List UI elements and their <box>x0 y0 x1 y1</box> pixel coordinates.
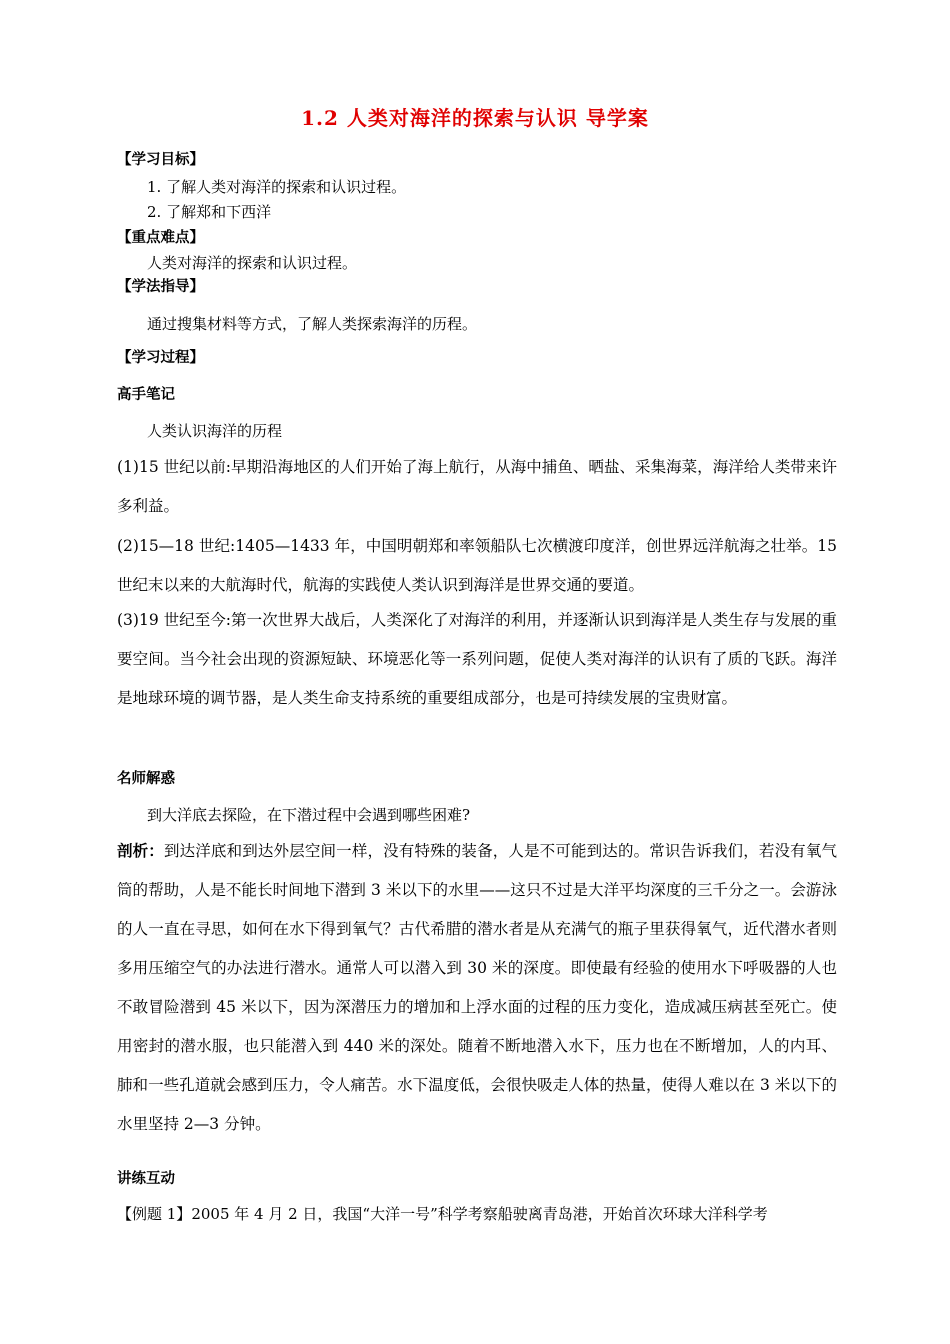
example-text: 2005 年 4 月 2 日，我国“大洋一号”科学考察船驶离青岛港，开始首次环球大洋科学考 <box>191 1205 768 1223</box>
example-label: 【例题 1】 <box>117 1205 192 1223</box>
notes-subtitle: 人类认识海洋的历程 <box>147 422 283 440</box>
difficulty-text: 人类对海洋的探索和认识过程。 <box>147 254 358 272</box>
page-title: 1.2 人类对海洋的探索与认识 导学案 <box>301 106 649 130</box>
notes-paragraph-2: (2)15—18 世纪:1405—1433 年，中国明朝郑和率领船队七次横渡印度洋，创世界远洋航海之壮举。15 世纪末以来的大航海时代，航海的实践使人类认识到海洋是世界交通的要道。 <box>117 537 837 594</box>
difficulty-heading: 【重点难点】 <box>117 230 204 246</box>
example-1 <box>117 1204 768 1224</box>
process-heading: 【学习过程】 <box>117 350 204 366</box>
notes-heading: 高手笔记 <box>117 387 175 403</box>
notes-paragraph-3: (3)19 世纪至今:第一次世界大战后，人类深化了对海洋的利用，并逐渐认识到海洋是人类生存与发展的重要空间。当今社会出现的资源短缺、环境恶化等一系列问题，促使人类对海洋的认识有了质的飞跃。海洋是地球环境的调节器，是人类生命支持系统的重要组成部分，也是可持续发展的宝贵财富。 <box>117 611 837 707</box>
objectives-heading: 【学习目标】 <box>117 152 204 168</box>
analysis-text: 到达洋底和到达外层空间一样，没有特殊的装备，人是不可能到达的。常识告诉我们，若没有氧气筒的帮助，人是不能长时间地下潜到 3 米以下的水里——这只不过是大洋平均深度的三千分之一。会游泳的人一直在寻思，如何在水下得到氧气？古代希腊的潜水者是从充满气的瓶子里获得氧气，近代潜水者则多用压缩空气的办法进行潜水。通常人可以潜入到 30 米的深度。即使最有经验的使用水下呼吸器的人也不敢冒险潜到 45 米以下，因为深潜压力的增加和上浮水面的过程的压力变化，造成减压病甚至死亡。使用密封的潜水服，也只能潜入到 440 米的深处。随着不断地潜入水下，压力也在不断增加，人的内耳、肺和一些孔道就会感到压力，令人痛苦。水下温度低，会很快吸走人体的热量，使得人难以在 3 米以下的水里坚持 2—3 分钟。 <box>117 842 837 1133</box>
method-heading: 【学法指导】 <box>117 279 204 295</box>
teacher-heading: 名师解惑 <box>117 771 175 787</box>
analysis-label: 剖析： <box>117 842 164 860</box>
method-text: 通过搜集材料等方式，了解人类探索海洋的历程。 <box>147 315 478 333</box>
objective-item-1: 1. 了解人类对海洋的探索和认识过程。 <box>147 178 407 196</box>
notes-paragraph-1: (1)15 世纪以前:早期沿海地区的人们开始了海上航行，从海中捕鱼、晒盐、采集海菜，海洋给人类带来许多利益。 <box>117 458 837 515</box>
teacher-analysis <box>117 832 837 1144</box>
practice-heading: 讲练互动 <box>117 1171 175 1187</box>
teacher-question: 到大洋底去探险，在下潜过程中会遇到哪些困难? <box>147 806 471 824</box>
objective-item-2: 2. 了解郑和下西洋 <box>147 203 272 221</box>
